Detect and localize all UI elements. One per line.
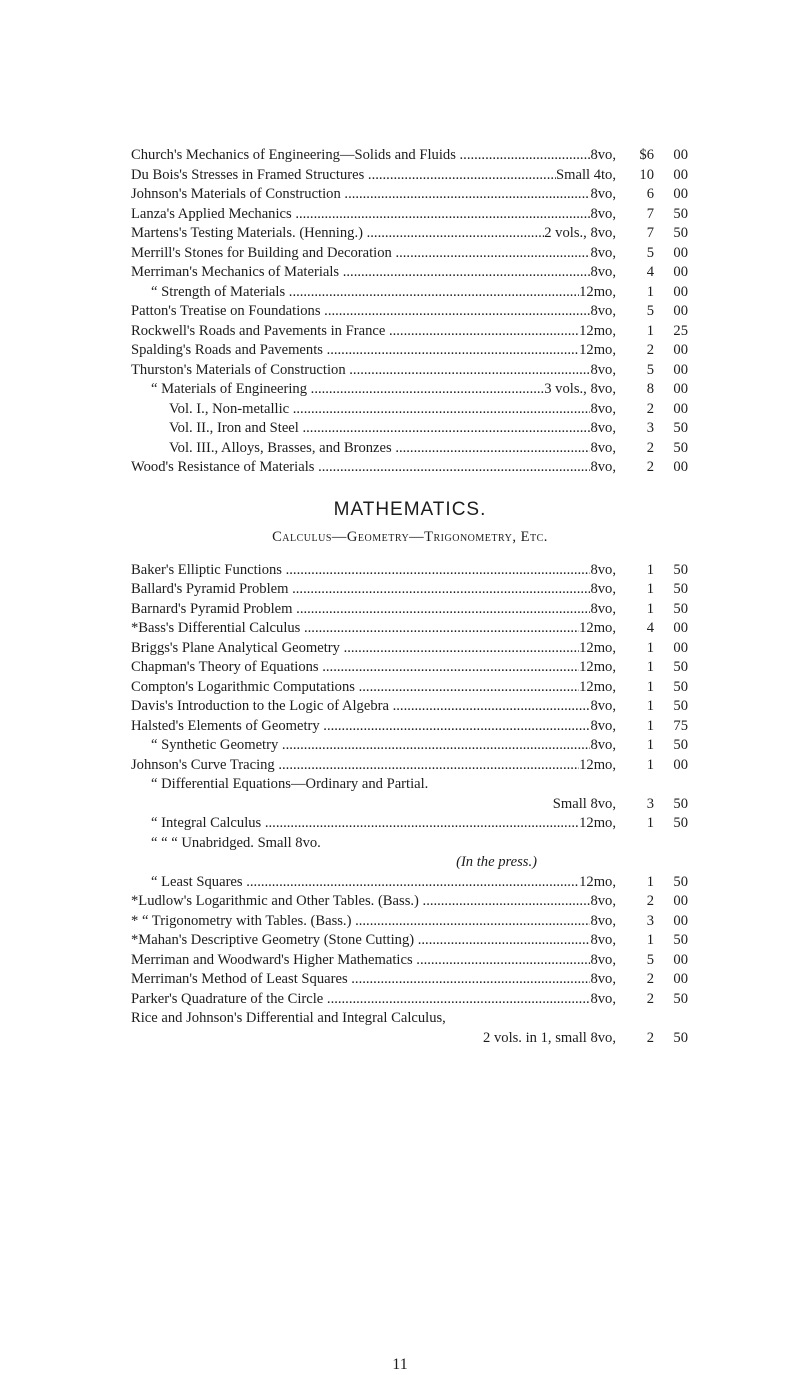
- entry-title-text: Wood's Resistance of Materials: [131, 459, 315, 475]
- entry-title: [131, 561, 590, 581]
- entry-price: [616, 439, 689, 459]
- entry-title-text: Parker's Quadrature of the Circle: [131, 990, 324, 1007]
- entry-price: [616, 931, 689, 951]
- entry-title-text: Halsted's Elements of Geometry: [131, 717, 320, 734]
- price-cents: 50: [673, 815, 688, 831]
- entry-title: [131, 205, 590, 225]
- price-dollars: 1: [646, 283, 654, 300]
- price-cents: 00: [673, 893, 688, 909]
- price-cents: 50: [673, 581, 688, 597]
- entry-format: 8vo,: [590, 561, 616, 578]
- catalog-entry: [131, 912, 689, 932]
- entry-title-text: *Mahan's Descriptive Geometry (Stone Cutting): [131, 932, 415, 948]
- entry-title: [131, 736, 590, 756]
- price-cents: 50: [673, 225, 688, 241]
- entry-title-text: * “ Trigonometry with Tables. (Bass.): [131, 912, 352, 929]
- entry-price: [616, 322, 689, 342]
- catalog-entry: [131, 263, 689, 283]
- entry-title-text: Lanza's Applied Mechanics: [131, 205, 292, 222]
- price-dollars: 1: [646, 581, 654, 597]
- entry-format: 8vo,: [590, 932, 616, 948]
- catalog-entry: [131, 322, 689, 342]
- entry-title: [131, 322, 579, 342]
- entry-title-text: Barnard's Pyramid Problem: [131, 600, 293, 617]
- entry-format: 12mo,: [579, 678, 616, 695]
- entry-title-text: Merriman and Woodward's Higher Mathematics: [131, 951, 413, 968]
- catalog-entry: [131, 561, 689, 581]
- price-dollars: 1: [646, 600, 654, 617]
- entry-format: 12mo,: [579, 342, 616, 358]
- entry-title-text: “ Synthetic Geometry: [151, 737, 279, 753]
- price-cents: 00: [673, 147, 688, 163]
- price-cents: 25: [673, 322, 688, 339]
- entry-price: [616, 561, 689, 581]
- entry-format: 8vo,: [590, 186, 616, 202]
- price-cents: 50: [673, 561, 688, 578]
- price-dollars: 1: [646, 756, 654, 773]
- entry-title-text: Merrill's Stones for Building and Decoration: [131, 244, 392, 261]
- entry-format: 8vo,: [590, 400, 616, 417]
- catalog-entry: [131, 931, 689, 951]
- entry-price: [616, 146, 689, 166]
- catalog-entry: [131, 400, 689, 420]
- price-cents: 75: [673, 717, 688, 734]
- price-cents: 50: [673, 205, 688, 222]
- entry-title: [131, 990, 590, 1010]
- entry-format: 12mo,: [579, 873, 616, 890]
- entry-price: [616, 912, 689, 932]
- entry-price: [616, 283, 689, 303]
- entry-format: 8vo,: [590, 698, 616, 714]
- entry-format: Small 8vo,: [552, 795, 616, 812]
- entry-format: 8vo,: [590, 303, 616, 319]
- entry-price: [616, 185, 689, 205]
- entry-title: [131, 775, 616, 795]
- entry-title: [131, 892, 590, 912]
- entry-price: [616, 600, 689, 620]
- catalog-entry: [131, 458, 689, 478]
- entry-price: [616, 639, 689, 659]
- page-number: 11: [392, 1356, 408, 1373]
- price-cents: 00: [673, 303, 688, 319]
- price-dollars: 2: [646, 342, 654, 358]
- price-dollars: 1: [646, 698, 654, 714]
- price-dollars: 1: [646, 678, 654, 695]
- mathematics-subheading: Calculus—Geometry—Trigonometry, Etc.: [272, 528, 548, 545]
- catalog-entry: [131, 361, 689, 381]
- catalog-entry: [131, 166, 689, 186]
- entry-title-text: “ Integral Calculus: [151, 815, 262, 831]
- entry-price: [616, 458, 689, 478]
- price-cents: 50: [673, 439, 688, 456]
- entry-price: [616, 166, 689, 186]
- catalog-entry: [131, 283, 689, 303]
- entry-title-text: “ Least Squares: [151, 873, 243, 890]
- catalog-entry: [131, 756, 689, 776]
- entry-title: [131, 146, 590, 166]
- catalog-entry: [131, 951, 689, 971]
- catalog-entry: [131, 970, 689, 990]
- price-dollars: 1: [646, 717, 654, 734]
- price-dollars: 5: [646, 303, 654, 319]
- catalog-entry: [131, 439, 689, 459]
- entry-price: [616, 814, 689, 834]
- entry-format: 12mo,: [579, 756, 616, 773]
- entry-title: [131, 931, 590, 951]
- entry-format: 12mo,: [579, 283, 616, 300]
- entry-format: 8vo,: [590, 971, 616, 987]
- entry-format: 8vo,: [590, 600, 616, 617]
- entry-format: 8vo,: [590, 912, 616, 929]
- catalog-entry: [131, 185, 689, 205]
- entry-price: [616, 380, 689, 400]
- entry-price: [616, 892, 689, 912]
- catalog-entry: [131, 302, 689, 322]
- entry-price: [616, 205, 689, 225]
- entry-title: [131, 697, 590, 717]
- price-cents: 50: [673, 990, 688, 1007]
- entry-title-text: Spalding's Roads and Pavements: [131, 342, 323, 358]
- entry-format: 12mo,: [579, 322, 616, 339]
- price-cents: 50: [673, 600, 688, 617]
- catalog-entry: [131, 892, 689, 912]
- catalog-entry: [131, 341, 689, 361]
- price-dollars: 5: [646, 244, 654, 261]
- price-dollars: 2: [646, 971, 654, 987]
- entry-format: 8vo,: [590, 737, 616, 753]
- catalog-entry: [131, 244, 689, 264]
- entry-title: [131, 302, 590, 322]
- catalog-entry: [131, 795, 689, 815]
- entry-title-text: *Ludlow's Logarithmic and Other Tables. (Bass.): [131, 893, 419, 909]
- entry-title: [131, 166, 556, 186]
- entry-title: [131, 580, 590, 600]
- entry-title-text: Du Bois's Stresses in Framed Structures: [131, 166, 365, 183]
- price-cents: 00: [673, 912, 688, 929]
- price-dollars: 10: [639, 166, 654, 183]
- entry-format: 2 vols. in 1, small 8vo,: [483, 1029, 616, 1046]
- entry-price: [616, 697, 689, 717]
- catalog-entry: [131, 853, 689, 873]
- price-dollars: 1: [646, 659, 654, 675]
- price-cents: 50: [673, 795, 688, 812]
- price-dollars: 5: [646, 951, 654, 968]
- price-cents: 50: [673, 737, 688, 753]
- entry-title-text: Rockwell's Roads and Pavements in France: [131, 322, 386, 339]
- price-cents: 00: [673, 283, 688, 300]
- entry-format: 12mo,: [579, 815, 616, 831]
- price-dollars: 4: [646, 264, 654, 280]
- entry-title: [131, 717, 590, 737]
- entry-format: 3 vols., 8vo,: [544, 381, 616, 397]
- price-cents: 00: [673, 459, 688, 475]
- entry-title: [131, 283, 579, 303]
- entry-title-text: Patton's Treatise on Foundations: [131, 303, 321, 319]
- catalog-entry: [131, 814, 689, 834]
- price-dollars: 3: [646, 420, 654, 436]
- price-dollars: 2: [646, 1029, 654, 1046]
- entry-price: [616, 263, 689, 283]
- engineering-list: [131, 146, 689, 478]
- catalog-entry: [131, 775, 689, 795]
- entry-title-text: Vol. III., Alloys, Brasses, and Bronzes: [169, 439, 392, 456]
- catalog-entry: [131, 697, 689, 717]
- entry-title: [131, 380, 544, 400]
- entry-title: [131, 678, 579, 698]
- price-dollars: 5: [646, 361, 654, 378]
- catalog-entry: [131, 600, 689, 620]
- price-dollars: 4: [646, 620, 654, 636]
- price-cents: 00: [673, 361, 688, 378]
- entry-title: [131, 658, 579, 678]
- entry-title-text: “ Materials of Engineering: [151, 381, 308, 397]
- catalog-entry: [131, 146, 689, 166]
- price-cents: 00: [673, 264, 688, 280]
- entry-title-text: Johnson's Curve Tracing: [131, 756, 275, 773]
- price-dollars: 1: [646, 873, 654, 890]
- price-cents: 50: [673, 698, 688, 714]
- entry-format: 8vo,: [590, 990, 616, 1007]
- entry-format: 8vo,: [590, 420, 616, 436]
- entry-title: [131, 912, 590, 932]
- catalog-entry: [131, 736, 689, 756]
- entry-title-text: Martens's Testing Materials. (Henning.): [131, 225, 363, 241]
- entry-title: [131, 244, 590, 264]
- entry-price: [616, 990, 689, 1010]
- price-dollars: 7: [646, 205, 654, 222]
- price-dollars: $6: [639, 147, 654, 163]
- catalog-entry: [131, 224, 689, 244]
- price-dollars: 8: [646, 381, 654, 397]
- entry-title-text: Vol. II., Iron and Steel: [169, 420, 299, 436]
- entry-format: 2 vols., 8vo,: [544, 225, 616, 241]
- price-dollars: 1: [646, 737, 654, 753]
- entry-title: [131, 970, 590, 990]
- entry-title-text: Merriman's Mechanics of Materials: [131, 264, 340, 280]
- price-dollars: 2: [646, 893, 654, 909]
- entry-title: [131, 600, 590, 620]
- entry-format: 8vo,: [590, 205, 616, 222]
- entry-title: [131, 419, 590, 439]
- price-dollars: 6: [646, 186, 654, 202]
- price-cents: 50: [673, 678, 688, 695]
- entry-price: [616, 756, 689, 776]
- entry-title-text: “ Strength of Materials: [151, 283, 286, 300]
- entry-format: 8vo,: [590, 717, 616, 734]
- entry-price: [616, 658, 689, 678]
- entry-format: 8vo,: [590, 459, 616, 475]
- price-cents: 00: [673, 186, 688, 202]
- entry-title-text: Briggs's Plane Analytical Geometry: [131, 639, 340, 656]
- price-cents: 00: [673, 166, 688, 183]
- entry-format: 8vo,: [590, 581, 616, 597]
- entry-title: [131, 873, 579, 893]
- price-cents: 00: [673, 639, 688, 656]
- catalog-entry: [131, 1009, 689, 1029]
- price-dollars: 1: [646, 322, 654, 339]
- entry-price: [616, 224, 689, 244]
- entry-title-text: Merriman's Method of Least Squares: [131, 971, 348, 987]
- entry-title-text: Davis's Introduction to the Logic of Algebra: [131, 698, 389, 714]
- catalog-entry: [131, 678, 689, 698]
- price-dollars: 1: [646, 639, 654, 656]
- entry-price: [616, 244, 689, 264]
- entry-price: [616, 795, 689, 815]
- catalog-entry: [131, 205, 689, 225]
- entry-price: [616, 580, 689, 600]
- catalog-entry: [131, 1029, 689, 1049]
- entry-format: 8vo,: [590, 893, 616, 909]
- entry-format: 8vo,: [590, 244, 616, 261]
- entry-price: [616, 302, 689, 322]
- entry-price: [616, 341, 689, 361]
- entry-price: [616, 400, 689, 420]
- entry-title: [131, 814, 579, 834]
- price-dollars: 2: [646, 990, 654, 1007]
- price-dollars: 1: [646, 932, 654, 948]
- price-cents: 50: [673, 873, 688, 890]
- price-cents: 50: [673, 1029, 688, 1046]
- price-dollars: 7: [646, 225, 654, 241]
- price-cents: 00: [673, 381, 688, 397]
- entry-title: [131, 619, 579, 639]
- entry-title: [131, 263, 590, 283]
- price-dollars: 2: [646, 400, 654, 417]
- price-cents: 00: [673, 951, 688, 968]
- entry-title-text: Johnson's Materials of Construction: [131, 186, 341, 202]
- entry-title: [131, 185, 590, 205]
- entry-title-text: “ “ “ Unabridged. Small 8vo.: [151, 834, 321, 851]
- price-dollars: 3: [646, 912, 654, 929]
- entry-title: [131, 458, 590, 478]
- entry-format: 8vo,: [590, 147, 616, 163]
- price-cents: 00: [673, 244, 688, 261]
- price-cents: 00: [673, 756, 688, 773]
- catalog-entry: [131, 580, 689, 600]
- catalog-entry: [131, 380, 689, 400]
- catalog-entry: [131, 990, 689, 1010]
- entry-note: (In the press.): [456, 854, 537, 870]
- catalog-entry: [131, 834, 689, 854]
- entry-title-text: Compton's Logarithmic Computations: [131, 678, 355, 695]
- entry-format: 8vo,: [590, 264, 616, 280]
- entry-price: [616, 736, 689, 756]
- price-cents: 00: [673, 620, 688, 636]
- price-cents: 50: [673, 932, 688, 948]
- entry-title: [131, 1009, 616, 1029]
- entry-title: [131, 341, 579, 361]
- entry-title-text: “ Differential Equations—Ordinary and Partial.: [151, 776, 429, 792]
- entry-format: 8vo,: [590, 439, 616, 456]
- price-dollars: 1: [646, 561, 654, 578]
- entry-price: [616, 970, 689, 990]
- price-cents: 50: [673, 659, 688, 675]
- catalog-entry: [131, 419, 689, 439]
- entry-format: 12mo,: [579, 639, 616, 656]
- mathematics-list: [131, 561, 689, 1049]
- entry-format: 8vo,: [590, 951, 616, 968]
- entry-title-text: Ballard's Pyramid Problem: [131, 581, 289, 597]
- price-cents: 00: [673, 971, 688, 987]
- catalog-entry: [131, 658, 689, 678]
- price-dollars: 2: [646, 459, 654, 475]
- entry-title: [131, 400, 590, 420]
- price-dollars: 3: [646, 795, 654, 812]
- catalog-entry: [131, 873, 689, 893]
- entry-title-text: Vol. I., Non-metallic: [169, 400, 290, 417]
- catalog-entry: [131, 619, 689, 639]
- entry-price: [616, 419, 689, 439]
- catalog-entry: [131, 639, 689, 659]
- entry-title: [131, 756, 579, 776]
- entry-title-text: Thurston's Materials of Construction: [131, 361, 346, 378]
- entry-price: [616, 619, 689, 639]
- price-cents: 00: [673, 400, 688, 417]
- entry-price: [616, 1029, 689, 1049]
- entry-format: 12mo,: [579, 659, 616, 675]
- catalog-entry: [131, 717, 689, 737]
- mathematics-heading: MATHEMATICS.: [333, 498, 487, 520]
- entry-title-text: Chapman's Theory of Equations: [131, 659, 319, 675]
- price-cents: 50: [673, 420, 688, 436]
- entry-title-text: Church's Mechanics of Engineering—Solids and Fluids: [131, 147, 456, 163]
- entry-title-text: Baker's Elliptic Functions: [131, 561, 282, 578]
- entry-format: 12mo,: [579, 620, 616, 636]
- entry-title: [131, 439, 590, 459]
- price-dollars: 1: [646, 815, 654, 831]
- catalog-page: [131, 146, 689, 1048]
- entry-title-text: *Bass's Differential Calculus: [131, 620, 301, 636]
- entry-price: [616, 717, 689, 737]
- entry-title: [131, 951, 590, 971]
- price-cents: 00: [673, 342, 688, 358]
- entry-title: [131, 361, 590, 381]
- price-dollars: 2: [646, 439, 654, 456]
- entry-title: [131, 639, 579, 659]
- entry-price: [616, 873, 689, 893]
- entry-price: [616, 361, 689, 381]
- entry-format: Small 4to,: [556, 166, 616, 183]
- entry-price: [616, 678, 689, 698]
- entry-title-text: Rice and Johnson's Differential and Integral Calculus,: [131, 1010, 446, 1026]
- entry-title: [131, 834, 616, 854]
- entry-title: [131, 224, 544, 244]
- entry-price: [616, 951, 689, 971]
- entry-format: 8vo,: [590, 361, 616, 378]
